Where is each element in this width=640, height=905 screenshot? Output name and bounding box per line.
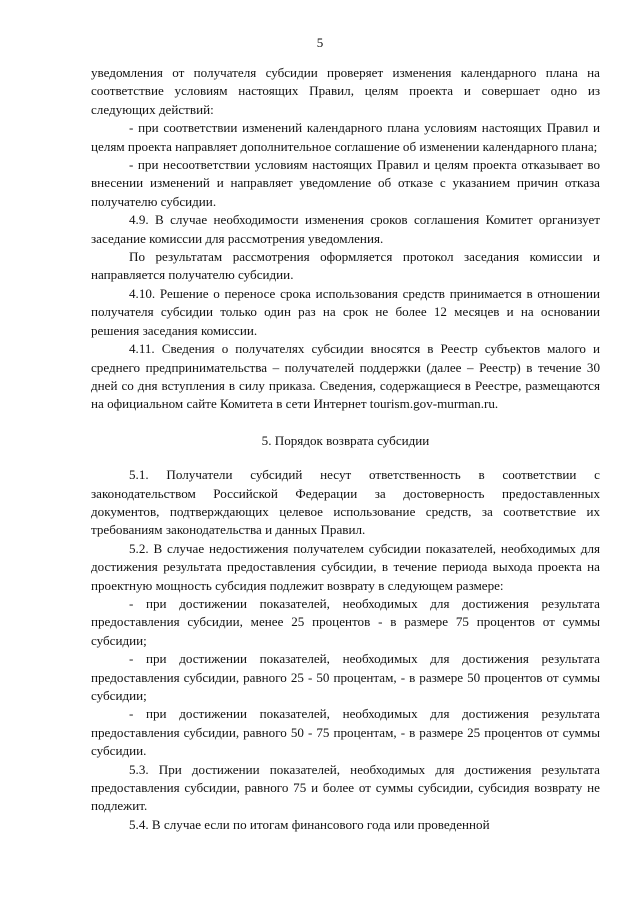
paragraph-5-2: 5.2. В случае недостижения получателем субсидии показателей, необходимых для достижения результата предоставления субсидии, в течение периода выхода проекта на проектную мощность субсидия подлежит возврату в следующем размере: <box>91 540 600 593</box>
paragraph-4-11: 4.11. Сведения о получателях субсидии вносятся в Реестр субъектов малого и среднего предпринимательства – получателей поддержки (далее – Реестр) в течение 30 дней со дня вступления в силу приказа. Сведения, содержащиеся в Реестре, размещаются на официальном сайте Комитета в сети Интернет tourism.gov-murman.ru. <box>91 341 600 412</box>
paragraph-4-9-result: По результатам рассмотрения оформляется протокол заседания комиссии и направляется получателю субсидии. <box>91 249 600 283</box>
paragraph-5-3: 5.3. При достижении показателей, необходимых для достижения результата предоставления субсидии, равного 75 и более от суммы субсидии, субсидия возврату не подлежит. <box>91 761 600 814</box>
list-item-refuse: - при несоответствии условиям настоящих Правил и целям проекта отказывает во внесении изменений и направляет уведомление об отказе с указанием причин отказа получателю субсидии. <box>91 157 600 209</box>
list-item-less-25: - при достижении показателей, необходимых для достижения результата предоставления субсидии, менее 25 процентов - в размере 75 процентов от суммы субсидии; <box>91 595 600 648</box>
list-item-25-50: - при достижении показателей, необходимых для достижения результата предоставления субсидии, равного 25 - 50 процентам, - в размере 50 процентов от суммы субсидии; <box>91 651 600 703</box>
paragraph-4-9: 4.9. В случае необходимости изменения сроков соглашения Комитет организует заседание комиссии для рассмотрения уведомления. <box>91 212 600 246</box>
page-number: 5 <box>316 35 324 50</box>
paragraph-4-10: 4.10. Решение о переносе срока использования средств принимается в отношении получателя субсидии только один раз на срок не более 12 месяцев и на основании решения заседания комиссии. <box>91 285 600 338</box>
paragraph-5-4: 5.4. В случае если по итогам финансового года или проведенной <box>129 816 490 832</box>
document-body <box>91 64 600 834</box>
section-heading: 5. Порядок возврата субсидии <box>261 432 430 448</box>
paragraph-5-1: 5.1. Получатели субсидий несут ответственность в соответствии с законодательством Российской Федерации за достоверность предоставленных документов, подтверждающих целевое использование средств, за соответствие их требованиям законодательства и данных Правил. <box>91 467 600 538</box>
list-item-50-75: - при достижении показателей, необходимых для достижения результата предоставления субсидии, равного 50 - 75 процентам, - в размере 25 процентов от суммы субсидии. <box>91 706 600 759</box>
paragraph-continuation: уведомления от получателя субсидии проверяет изменения календарного плана на соответствие условиям настоящих Правил, целям проекта и совершает одно из следующих действий: <box>91 65 600 117</box>
list-item-accept: - при соответствии изменений календарного плана условиям настоящих Правил и целям проекта направляет дополнительное соглашение об изменении календарного плана; <box>91 120 600 154</box>
